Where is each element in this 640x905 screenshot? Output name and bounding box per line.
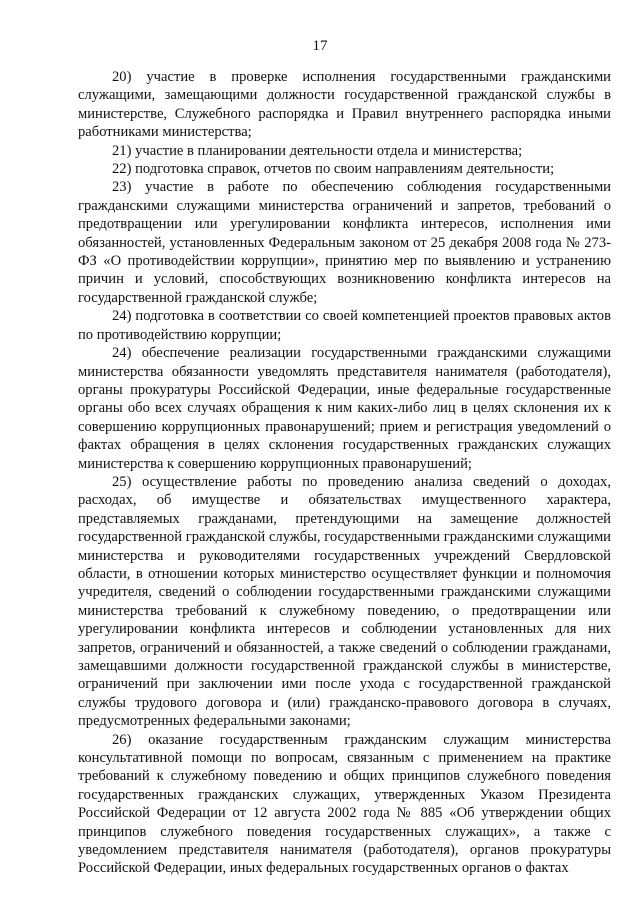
paragraph-item-24a: 24) подготовка в соответствии со своей компетенцией проектов правовых актов по противодействию коррупции; xyxy=(78,308,611,343)
paragraph-item-23: 23) участие в работе по обеспечению соблюдения государственными гражданскими служащими министерства ограничений и запретов, требований о предотвращении или урегулировании конфликта интересов, исполнения ими обязанностей, установленных Федеральным законом от 25 декабря 2008 года № 273-ФЗ «О противодействии коррупции», принятию мер по выявлению и устранению причин и условий, способствующих возникновению конфликта интересов на государственной гражданской службе; xyxy=(78,179,611,306)
document-body xyxy=(78,68,611,878)
paragraph-item-26: 26) оказание государственным гражданским служащим министерства консультативной помощи по вопросам, связанным с применением на практике требований к служебному поведению и общих принципов служебного поведения государственных гражданских служащих, утвержденных Указом Президента Российской Федерации от 12 августа 2002 года № 885 «Об утверждении общих принципов служебного поведения государственных служащих», а также с уведомлением представителя нанимателя (работодателя), органов прокуратуры Российской Федерации, иных федеральных государственных органов о фактах xyxy=(78,731,611,877)
paragraph-item-21: 21) участие в планировании деятельности отдела и министерства; xyxy=(112,142,523,159)
paragraph-item-20: 20) участие в проверке исполнения государственными гражданскими служащими, замещающими должности государственной гражданской службы в министерстве, Служебного распорядка и Правил внутреннего распорядка иными работниками министерства; xyxy=(78,69,611,141)
page-number: 17 xyxy=(312,38,328,54)
paragraph-item-25: 25) осуществление работы по проведению анализа сведений о доходах, расходах, об имуществе и обязательствах имущественного характера, представляемых гражданами, претендующими на замещение должностей государственной гражданской службы, государственными гражданскими служащими министерства и руководителями государственных учреждений Свердловской области, в отношении которых министерство осуществляет функции и полномочия учредителя, сведений о соблюдении государственными гражданскими служащими министерства требований к служебному поведению, о предотвращении или урегулировании конфликта интересов и соблюдении установленных для них запретов, ограничений и обязанностей, а также сведений о соблюдении гражданами, замещавшими должности государственной гражданской службы в министерстве, ограничений при заключении ими после ухода с государственной гражданской службы трудового договора и (или) гражданско-правового договора в случаях, предусмотренных федеральными законами; xyxy=(78,473,611,730)
paragraph-item-22: 22) подготовка справок, отчетов по своим направлениям деятельности; xyxy=(112,161,555,178)
paragraph-item-24b: 24) обеспечение реализации государственными гражданскими служащими министерства обязанности уведомлять представителя нанимателя (работодателя), органы прокуратуры Российской Федерации, иные федеральные государственные органы обо всех случаях обращения к ним каких-либо лиц в целях склонения их к совершению коррупционных правонарушений; прием и регистрация уведомлений о фактах обращения в целях склонения государственных гражданских служащих министерства к совершению коррупционных правонарушений; xyxy=(78,345,611,472)
